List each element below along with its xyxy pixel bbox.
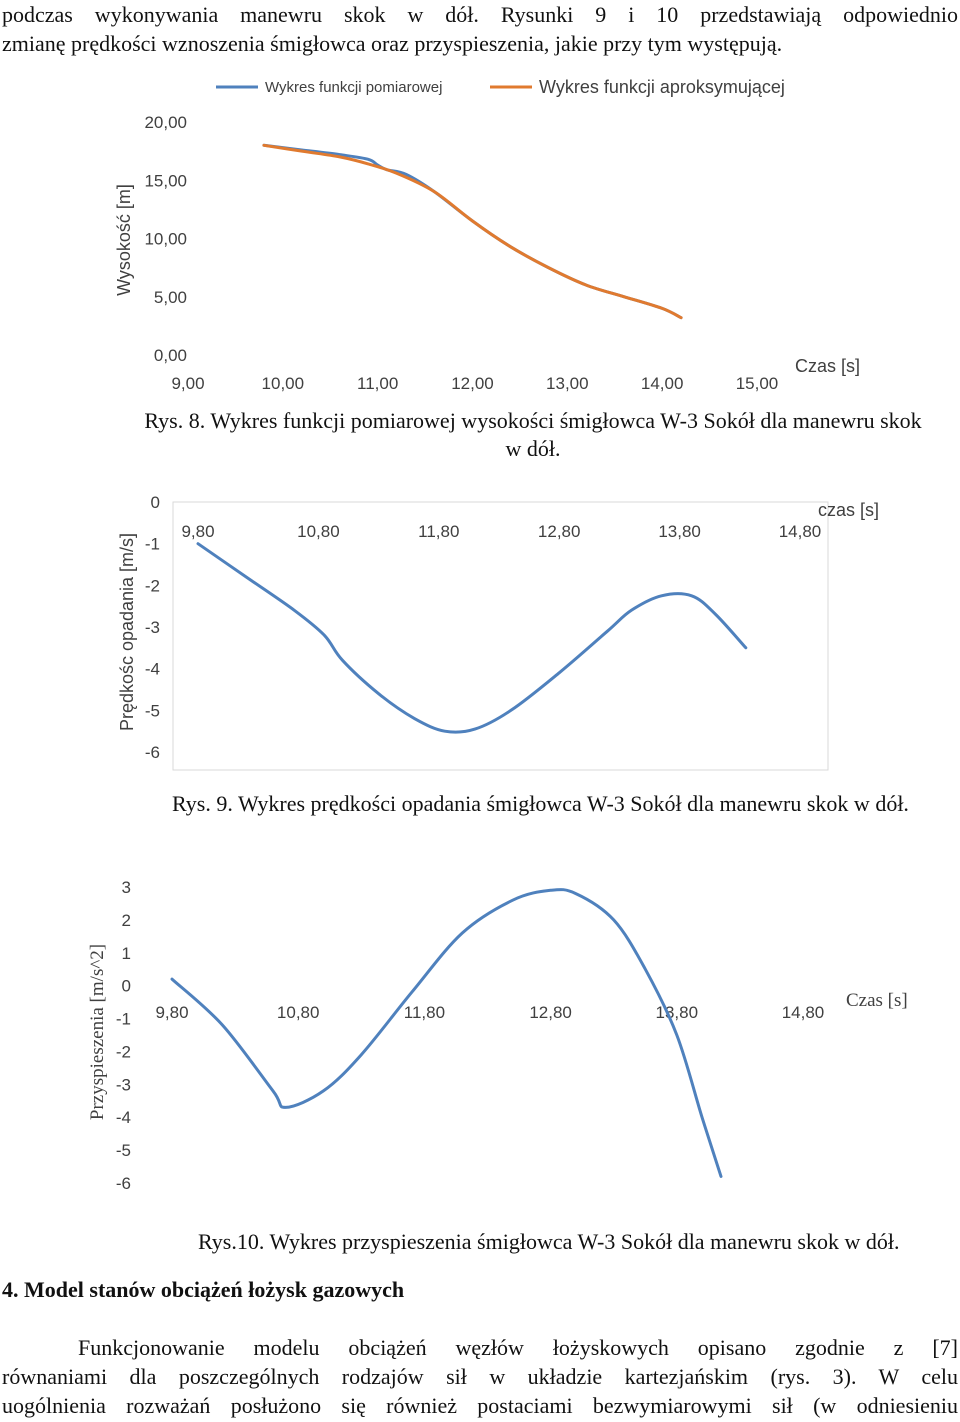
x-axis-label: czas [s] bbox=[818, 500, 880, 520]
x-tick-label: 10,80 bbox=[297, 522, 340, 541]
series-line-2 bbox=[264, 145, 681, 317]
x-tick-label: 11,80 bbox=[403, 1003, 446, 1022]
x-tick-label: 10,80 bbox=[276, 1003, 320, 1022]
y-tick-label: -5 bbox=[115, 1141, 131, 1161]
series-line-1 bbox=[264, 145, 681, 317]
y-axis-label: Prędkośc opadania [m/s] bbox=[117, 532, 137, 732]
plot-frame bbox=[173, 502, 828, 770]
y-tick-label: 2 bbox=[121, 910, 131, 930]
y-tick-label: -6 bbox=[144, 743, 160, 762]
paragraph-line-3: uogólnienia rozważań posłużono się również postaciami bezwymiarowymi sił (w odniesieniu bbox=[2, 1393, 958, 1418]
legend-label-measured: Wykres funkcji pomiarowej bbox=[265, 79, 443, 96]
y-tick-label: -1 bbox=[115, 1009, 131, 1029]
y-tick-label: 0,00 bbox=[153, 346, 187, 365]
y-tick-label: -5 bbox=[144, 701, 160, 721]
y-tick-label: 5,00 bbox=[153, 287, 187, 307]
x-tick-label: 14,00 bbox=[640, 374, 684, 393]
intro-line-2: zmianę prędkości wznoszenia śmigłowca oraz przyspieszenia, jakie przy tym występują. bbox=[2, 31, 783, 56]
y-tick-label: 3 bbox=[121, 878, 131, 897]
x-tick-label: 11,00 bbox=[357, 374, 399, 393]
y-tick-label: -4 bbox=[115, 1108, 131, 1128]
x-tick-label: 11,80 bbox=[418, 522, 460, 541]
x-tick-label: 15,00 bbox=[735, 374, 779, 393]
x-axis-label: Czas [s] bbox=[846, 990, 908, 1011]
series-line-1 bbox=[172, 890, 721, 1177]
x-tick-label: 12,00 bbox=[451, 374, 494, 393]
y-axis-label: Wysokość [m] bbox=[114, 184, 134, 296]
y-tick-label: -1 bbox=[144, 534, 160, 554]
x-tick-label: 14,80 bbox=[781, 1003, 825, 1022]
x-tick-label: 13,80 bbox=[658, 522, 701, 541]
y-tick-label: 20,00 bbox=[144, 113, 187, 132]
series-line-1 bbox=[198, 544, 746, 733]
x-tick-label: 13,00 bbox=[546, 374, 589, 393]
y-tick-label: 0 bbox=[150, 493, 160, 512]
y-tick-label: -3 bbox=[144, 618, 160, 637]
x-tick-label: 12,80 bbox=[537, 522, 581, 541]
paragraph-line-1: Funkcjonowanie modelu obciążeń węzłów łożyskowych opisano zgodnie z [7] bbox=[78, 1335, 958, 1360]
section-heading: 4. Model stanów obciążeń łożysk gazowych bbox=[2, 1277, 405, 1302]
y-tick-label: 1 bbox=[121, 943, 131, 963]
x-tick-label: 14,80 bbox=[778, 522, 822, 541]
descent-speed-chart bbox=[0, 480, 960, 780]
x-axis-label: Czas [s] bbox=[795, 356, 861, 376]
y-tick-label: 10,00 bbox=[144, 229, 187, 249]
x-tick-label: 13,80 bbox=[655, 1003, 699, 1022]
y-tick-label: 0 bbox=[121, 976, 131, 996]
y-tick-label: -4 bbox=[144, 659, 160, 679]
intro-line-1: podczas wykonywania manewru skok w dół. Rysunki 9 i 10 przedstawiają odpowiednio bbox=[2, 2, 958, 27]
y-tick-label: -6 bbox=[115, 1174, 131, 1193]
section-paragraph bbox=[2, 1333, 958, 1420]
figure-9-caption: Rys. 9. Wykres prędkości opadania śmigłowca W-3 Sokół dla manewru skok w dół. bbox=[172, 791, 909, 816]
x-tick-label: 9,80 bbox=[155, 1003, 189, 1022]
acceleration-chart bbox=[0, 870, 960, 1210]
figure-8-caption-line-2: w dół. bbox=[505, 436, 561, 461]
legend-label-approx: Wykres funkcji aproksymującej bbox=[539, 77, 785, 97]
paragraph-line-2: równaniami dla poszczególnych rodzajów sił w układzie kartezjańskim (rys. 3). W celu bbox=[2, 1364, 958, 1389]
y-axis-label: Przyspieszenia [m/s^2] bbox=[87, 943, 108, 1121]
figure-10-caption: Rys.10. Wykres przyspieszenia śmigłowca W-3 Sokół dla manewru skok w dół. bbox=[198, 1229, 900, 1254]
y-tick-label: -2 bbox=[115, 1042, 131, 1062]
y-tick-label: -2 bbox=[144, 576, 160, 596]
figure-8-caption bbox=[118, 407, 948, 463]
height-chart bbox=[0, 0, 960, 400]
x-tick-label: 9,80 bbox=[181, 522, 215, 541]
x-tick-label: 10,00 bbox=[261, 374, 305, 393]
x-tick-label: 12,80 bbox=[529, 1003, 572, 1022]
y-tick-label: -3 bbox=[115, 1075, 131, 1095]
x-tick-label: 9,00 bbox=[171, 374, 205, 393]
figure-8-caption-line-1: Rys. 8. Wykres funkcji pomiarowej wysokości śmigłowca W-3 Sokół dla manewru skok bbox=[144, 408, 922, 433]
y-tick-label: 15,00 bbox=[144, 171, 187, 191]
